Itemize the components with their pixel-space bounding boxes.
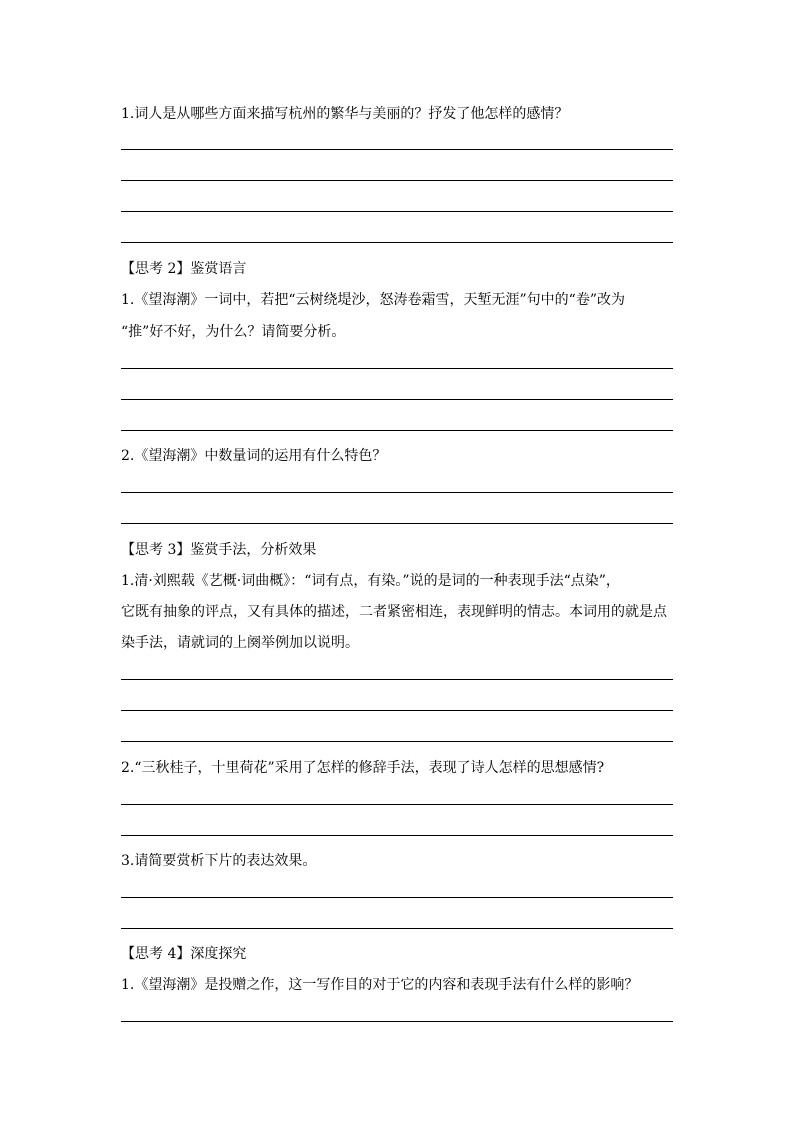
answer-line[interactable]: [121, 180, 673, 181]
answer-line[interactable]: [121, 928, 673, 929]
section-3-question-3: 3.请简要赏析下片的表达效果。: [121, 853, 317, 869]
answer-line[interactable]: [121, 679, 673, 680]
answer-line[interactable]: [121, 242, 673, 243]
answer-line[interactable]: [121, 149, 673, 150]
section-3-question-2: 2.“三秋桂子，十里荷花”采用了怎样的修辞手法，表现了诗人怎样的思想感情?: [121, 760, 605, 776]
answer-line[interactable]: [121, 211, 673, 212]
section-2-question-1-line-2: “推”好不好，为什么？请简要分析。: [121, 324, 346, 340]
answer-line[interactable]: [121, 368, 673, 369]
section-4-heading: 【思考 4】深度探究: [121, 946, 247, 962]
answer-line[interactable]: [121, 835, 673, 836]
section-3-heading: 【思考 3】鉴赏手法，分析效果: [121, 542, 317, 558]
section-3-question-1-line-1: 1.清·刘熙载《艺概·词曲概》：“词有点，有染。”说的是词的一种表现手法“点染”，: [121, 573, 620, 589]
answer-line[interactable]: [121, 399, 673, 400]
section-2-question-1-line-1: 1.《望海潮》一词中，若把“云树绕堤沙，怒涛卷霜雪，天堑无涯”句中的“卷”改为: [121, 292, 625, 308]
answer-line[interactable]: [121, 492, 673, 493]
answer-line[interactable]: [121, 741, 673, 742]
section-4-question-1: 1.《望海潮》是投赠之作，这一写作目的对于它的内容和表现手法有什么样的影响？: [121, 977, 639, 993]
question-1-text: 1.词人是从哪些方面来描写杭州的繁华与美丽的？抒发了他怎样的感情？: [121, 106, 569, 122]
answer-line[interactable]: [121, 804, 673, 805]
section-2-question-2: 2.《望海潮》中数量词的运用有什么特色？: [121, 448, 387, 464]
answer-line[interactable]: [121, 430, 673, 431]
answer-line[interactable]: [121, 897, 673, 898]
answer-line[interactable]: [121, 710, 673, 711]
answer-line[interactable]: [121, 523, 673, 524]
section-3-question-1-line-3: 染手法，请就词的上阕举例加以说明。: [121, 635, 359, 651]
section-2-heading: 【思考 2】鉴赏语言: [121, 261, 247, 277]
answer-line[interactable]: [121, 1021, 673, 1022]
section-3-question-1-line-2: 它既有抽象的评点，又有具体的描述，二者紧密相连，表现鲜明的情志。本词用的就是点: [121, 604, 667, 620]
